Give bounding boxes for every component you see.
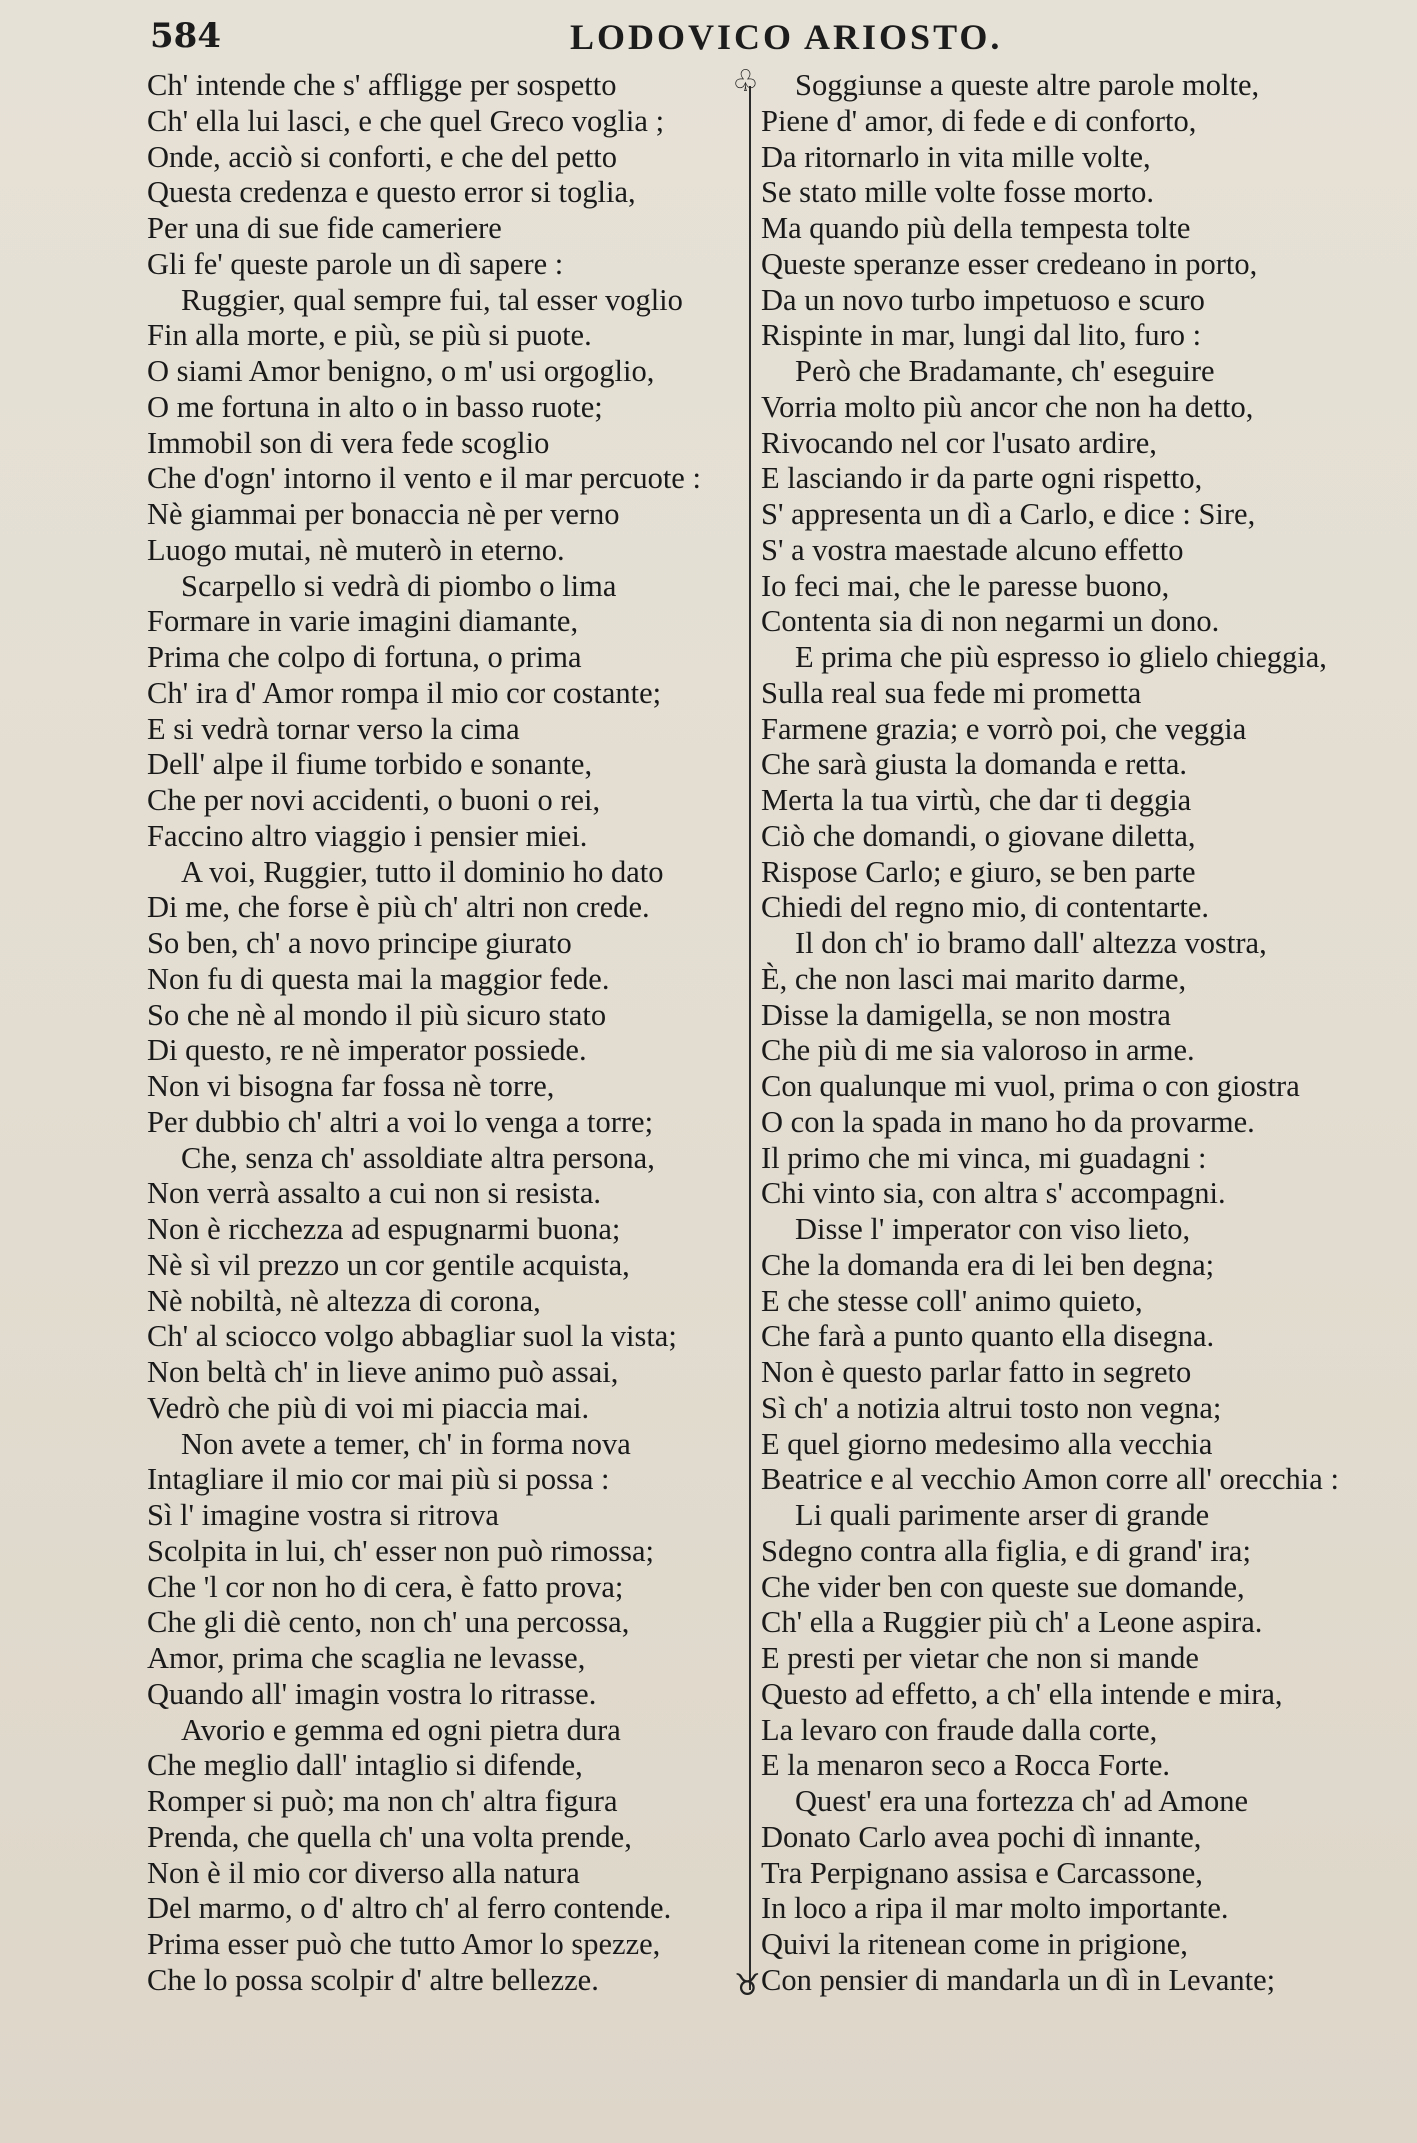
left-verse-line: Immobil son di vera fede scoglio bbox=[147, 425, 550, 460]
left-verse-line: Sì l' imagine vostra si ritrova bbox=[147, 1498, 499, 1532]
right-verse-line: Che la domanda era di lei ben degna; bbox=[761, 1247, 1215, 1282]
right-verse-line: È, che non lasci mai marito darme, bbox=[761, 961, 1187, 996]
left-verse-line: A voi, Ruggier, tutto il dominio ho dato bbox=[181, 854, 664, 889]
left-verse-line: Ch' intende che s' affligge per sospetto bbox=[147, 68, 617, 102]
left-verse-line: Del marmo, o d' altro ch' al ferro contende. bbox=[147, 1891, 672, 1926]
right-verse-line: Donato Carlo avea pochi dì innante, bbox=[761, 1819, 1202, 1854]
right-verse-line: Con qualunque mi vuol, prima o con giostra bbox=[761, 1069, 1300, 1103]
left-verse-line: Non è ricchezza ad espugnarmi buona; bbox=[147, 1212, 621, 1246]
right-verse-line: E la menaron seco a Rocca Forte. bbox=[761, 1748, 1171, 1783]
left-verse-line: Non verrà assalto a cui non si resista. bbox=[147, 1176, 601, 1211]
right-verse-line: Quest' era una fortezza ch' ad Amone bbox=[795, 1784, 1249, 1818]
right-verse-line: E lasciando ir da parte ogni rispetto, bbox=[761, 461, 1203, 496]
left-verse-line: Scarpello si vedrà di piombo o lima bbox=[181, 568, 617, 603]
right-verse-line: Merta la tua virtù, che dar ti deggia bbox=[761, 783, 1192, 817]
left-verse-line: Ch' al sciocco volgo abbagliar suol la vista; bbox=[147, 1319, 677, 1354]
left-verse-line: Romper si può; ma non ch' altra figura bbox=[147, 1784, 618, 1818]
right-verse-line: La levaro con fraude dalla corte, bbox=[761, 1712, 1158, 1747]
left-verse-line: Che 'l cor non ho di cera, è fatto prova; bbox=[147, 1569, 624, 1604]
left-verse-line: O siami Amor benigno, o m' usi orgoglio, bbox=[147, 354, 655, 388]
right-verse-line: Da ritornarlo in vita mille volte, bbox=[761, 139, 1151, 174]
right-verse-line: Con pensier di mandarla un dì in Levante; bbox=[761, 1962, 1276, 1997]
left-verse-line: Di me, che forse è più ch' altri non crede. bbox=[147, 890, 650, 925]
right-verse-line: Ma quando più della tempesta tolte bbox=[761, 211, 1191, 245]
left-verse-line: Che, senza ch' assoldiate altra persona, bbox=[181, 1140, 655, 1175]
right-verse-line: Disse la damigella, se non mostra bbox=[761, 997, 1171, 1032]
bottom-ornament-icon: ♉ bbox=[734, 1968, 761, 2003]
left-verse-line: Non vi bisogna far fossa nè torre, bbox=[147, 1069, 555, 1103]
right-verse-line: Vorria molto più ancor che non ha detto, bbox=[761, 389, 1254, 424]
left-verse-line: Luogo mutai, nè muterò in eterno. bbox=[147, 532, 565, 567]
left-verse-line: Vedrò che più di voi mi piaccia mai. bbox=[147, 1390, 590, 1425]
right-verse-line: Però che Bradamante, ch' eseguire bbox=[795, 354, 1215, 388]
right-verse-line: Contenta sia di non negarmi un dono. bbox=[761, 604, 1220, 639]
left-verse-line: Di questo, re nè imperator possiede. bbox=[147, 1033, 587, 1068]
top-ornament-icon: ♧ bbox=[732, 64, 759, 99]
left-verse-line: Onde, acciò si conforti, e che del petto bbox=[147, 139, 618, 174]
left-verse-line: Per dubbio ch' altri a voi lo venga a torre; bbox=[147, 1104, 654, 1139]
left-verse-line: Nè sì vil prezzo un cor gentile acquista, bbox=[147, 1247, 630, 1282]
right-verse-line: E prima che più espresso io glielo chieggia, bbox=[795, 640, 1327, 674]
left-verse-line: Scolpita in lui, ch' esser non può rimossa; bbox=[147, 1533, 654, 1568]
left-verse-line: Fin alla morte, e più, se più si puote. bbox=[147, 318, 592, 353]
left-verse-line: Che per novi accidenti, o buoni o rei, bbox=[147, 783, 601, 817]
right-verse-line: Chiedi del regno mio, di contentarte. bbox=[761, 890, 1210, 925]
right-verse-line: Quivi la ritenean come in prigione, bbox=[761, 1927, 1188, 1961]
right-verse-line: Rispinte in mar, lungi dal lito, furo : bbox=[761, 318, 1202, 353]
right-verse-line: E che stesse coll' animo quieto, bbox=[761, 1283, 1143, 1318]
left-verse-line: Dell' alpe il fiume torbido e sonante, bbox=[147, 747, 593, 782]
left-verse-line: Amor, prima che scaglia ne levasse, bbox=[147, 1641, 586, 1675]
right-verse-line: In loco a ripa il mar molto importante. bbox=[761, 1891, 1229, 1926]
left-verse-line: Nè giammai per bonaccia nè per verno bbox=[147, 497, 620, 531]
column-divider-rule bbox=[749, 86, 751, 1990]
right-verse-line: Rispose Carlo; e giuro, se ben parte bbox=[761, 854, 1196, 889]
left-verse-line: Non è il mio cor diverso alla natura bbox=[147, 1855, 580, 1890]
left-verse-line: Quando all' imagin vostra lo ritrasse. bbox=[147, 1676, 597, 1711]
right-verse-line: E presti per vietar che non si mande bbox=[761, 1641, 1199, 1675]
right-verse-line: Sdegno contra alla figlia, e di grand' ira; bbox=[761, 1533, 1251, 1568]
left-verse-line: Prenda, che quella ch' una volta prende, bbox=[147, 1819, 632, 1854]
left-verse-line: Avorio e gemma ed ogni pietra dura bbox=[181, 1712, 621, 1747]
right-verse-line: Che sarà giusta la domanda e retta. bbox=[761, 747, 1187, 782]
left-verse-line: Che meglio dall' intaglio si difende, bbox=[147, 1748, 583, 1783]
left-verse-line: Non avete a temer, ch' in forma nova bbox=[181, 1426, 631, 1461]
right-verse-line: Soggiunse a queste altre parole molte, bbox=[795, 68, 1260, 102]
right-verse-line: Il primo che mi vinca, mi guadagni : bbox=[761, 1140, 1207, 1175]
right-verse-line: Da un novo turbo impetuoso e scuro bbox=[761, 282, 1205, 317]
right-verse-line: E quel giorno medesimo alla vecchia bbox=[761, 1426, 1213, 1461]
right-verse-line: S' appresenta un dì a Carlo, e dice : Sire, bbox=[761, 497, 1256, 531]
right-verse-line: Piene d' amor, di fede e di conforto, bbox=[761, 103, 1197, 138]
right-verse-line: Sulla real sua fede mi prometta bbox=[761, 675, 1142, 710]
right-verse-line: Che vider ben con queste sue domande, bbox=[761, 1569, 1245, 1604]
right-verse-line: Non è questo parlar fatto in segreto bbox=[761, 1355, 1192, 1389]
right-verse-line: Beatrice e al vecchio Amon corre all' orecchia : bbox=[761, 1462, 1339, 1497]
left-verse-line: Per una di sue fide cameriere bbox=[147, 211, 502, 245]
right-verse-line: Sì ch' a notizia altrui tosto non vegna; bbox=[761, 1390, 1222, 1425]
right-verse-line: Li quali parimente arser di grande bbox=[795, 1498, 1210, 1532]
left-verse-line: Faccino altro viaggio i pensier miei. bbox=[147, 818, 588, 853]
left-verse-line: Ruggier, qual sempre fui, tal esser voglio bbox=[181, 282, 683, 317]
left-verse-line: Non fu di questa mai la maggior fede. bbox=[147, 961, 610, 996]
left-verse-line: Che d'ogn' intorno il vento e il mar percuote : bbox=[147, 461, 701, 496]
left-verse-line: O me fortuna in alto o in basso ruote; bbox=[147, 389, 603, 424]
left-verse-line: Ch' ella lui lasci, e che quel Greco voglia ; bbox=[147, 103, 665, 138]
running-title: LODOVICO ARIOSTO. bbox=[570, 17, 1003, 57]
right-verse-line: Chi vinto sia, con altra s' accompagni. bbox=[761, 1176, 1226, 1211]
left-text-column bbox=[147, 68, 742, 1999]
right-verse-line: Rivocando nel cor l'usato ardire, bbox=[761, 425, 1157, 460]
left-verse-line: Prima esser può che tutto Amor lo spezze, bbox=[147, 1927, 661, 1961]
right-verse-line: Se stato mille volte fosse morto. bbox=[761, 175, 1155, 210]
right-verse-line: Tra Perpignano assisa e Carcassone, bbox=[761, 1855, 1203, 1890]
page-number: 584 bbox=[150, 16, 221, 56]
left-verse-line: Non beltà ch' in lieve animo può assai, bbox=[147, 1355, 619, 1389]
right-verse-line: Io feci mai, che le paresse buono, bbox=[761, 568, 1170, 603]
page-header bbox=[150, 6, 1360, 66]
left-verse-line: So che nè al mondo il più sicuro stato bbox=[147, 997, 607, 1032]
right-verse-line: Il don ch' io bramo dall' altezza vostra, bbox=[795, 926, 1267, 960]
left-verse-line: Ch' ira d' Amor rompa il mio cor costante; bbox=[147, 675, 662, 710]
left-verse-line: Che gli diè cento, non ch' una percossa, bbox=[147, 1605, 630, 1640]
left-verse-line: Formare in varie imagini diamante, bbox=[147, 604, 579, 639]
right-verse-line: Ciò che domandi, o giovane diletta, bbox=[761, 818, 1196, 853]
right-verse-line: S' a vostra maestade alcuno effetto bbox=[761, 532, 1184, 567]
right-verse-line: Questo ad effetto, a ch' ella intende e mira, bbox=[761, 1676, 1283, 1711]
left-verse-line: Nè nobiltà, nè altezza di corona, bbox=[147, 1283, 541, 1318]
right-text-column bbox=[761, 68, 1361, 1999]
right-verse-line: O con la spada in mano ho da provarme. bbox=[761, 1104, 1255, 1139]
left-verse-line: E si vedrà tornar verso la cima bbox=[147, 711, 520, 746]
left-verse-line: Questa credenza e questo error si toglia, bbox=[147, 175, 636, 210]
right-verse-line: Farmene grazia; e vorrò poi, che veggia bbox=[761, 711, 1247, 746]
left-verse-line: So ben, ch' a novo principe giurato bbox=[147, 926, 572, 960]
right-verse-line: Che più di me sia valoroso in arme. bbox=[761, 1033, 1195, 1068]
left-verse-line: Che lo possa scolpir d' altre bellezze. bbox=[147, 1962, 599, 1997]
left-verse-line: Gli fe' queste parole un dì sapere : bbox=[147, 246, 564, 281]
right-verse-line: Che farà a punto quanto ella disegna. bbox=[761, 1319, 1215, 1354]
right-verse-line: Queste speranze esser credeano in porto, bbox=[761, 246, 1258, 281]
right-verse-line: Disse l' imperator con viso lieto, bbox=[795, 1212, 1191, 1246]
left-verse-line: Intagliare il mio cor mai più si possa : bbox=[147, 1462, 610, 1497]
right-verse-line: Ch' ella a Ruggier più ch' a Leone aspira. bbox=[761, 1605, 1263, 1640]
left-verse-line: Prima che colpo di fortuna, o prima bbox=[147, 640, 582, 674]
